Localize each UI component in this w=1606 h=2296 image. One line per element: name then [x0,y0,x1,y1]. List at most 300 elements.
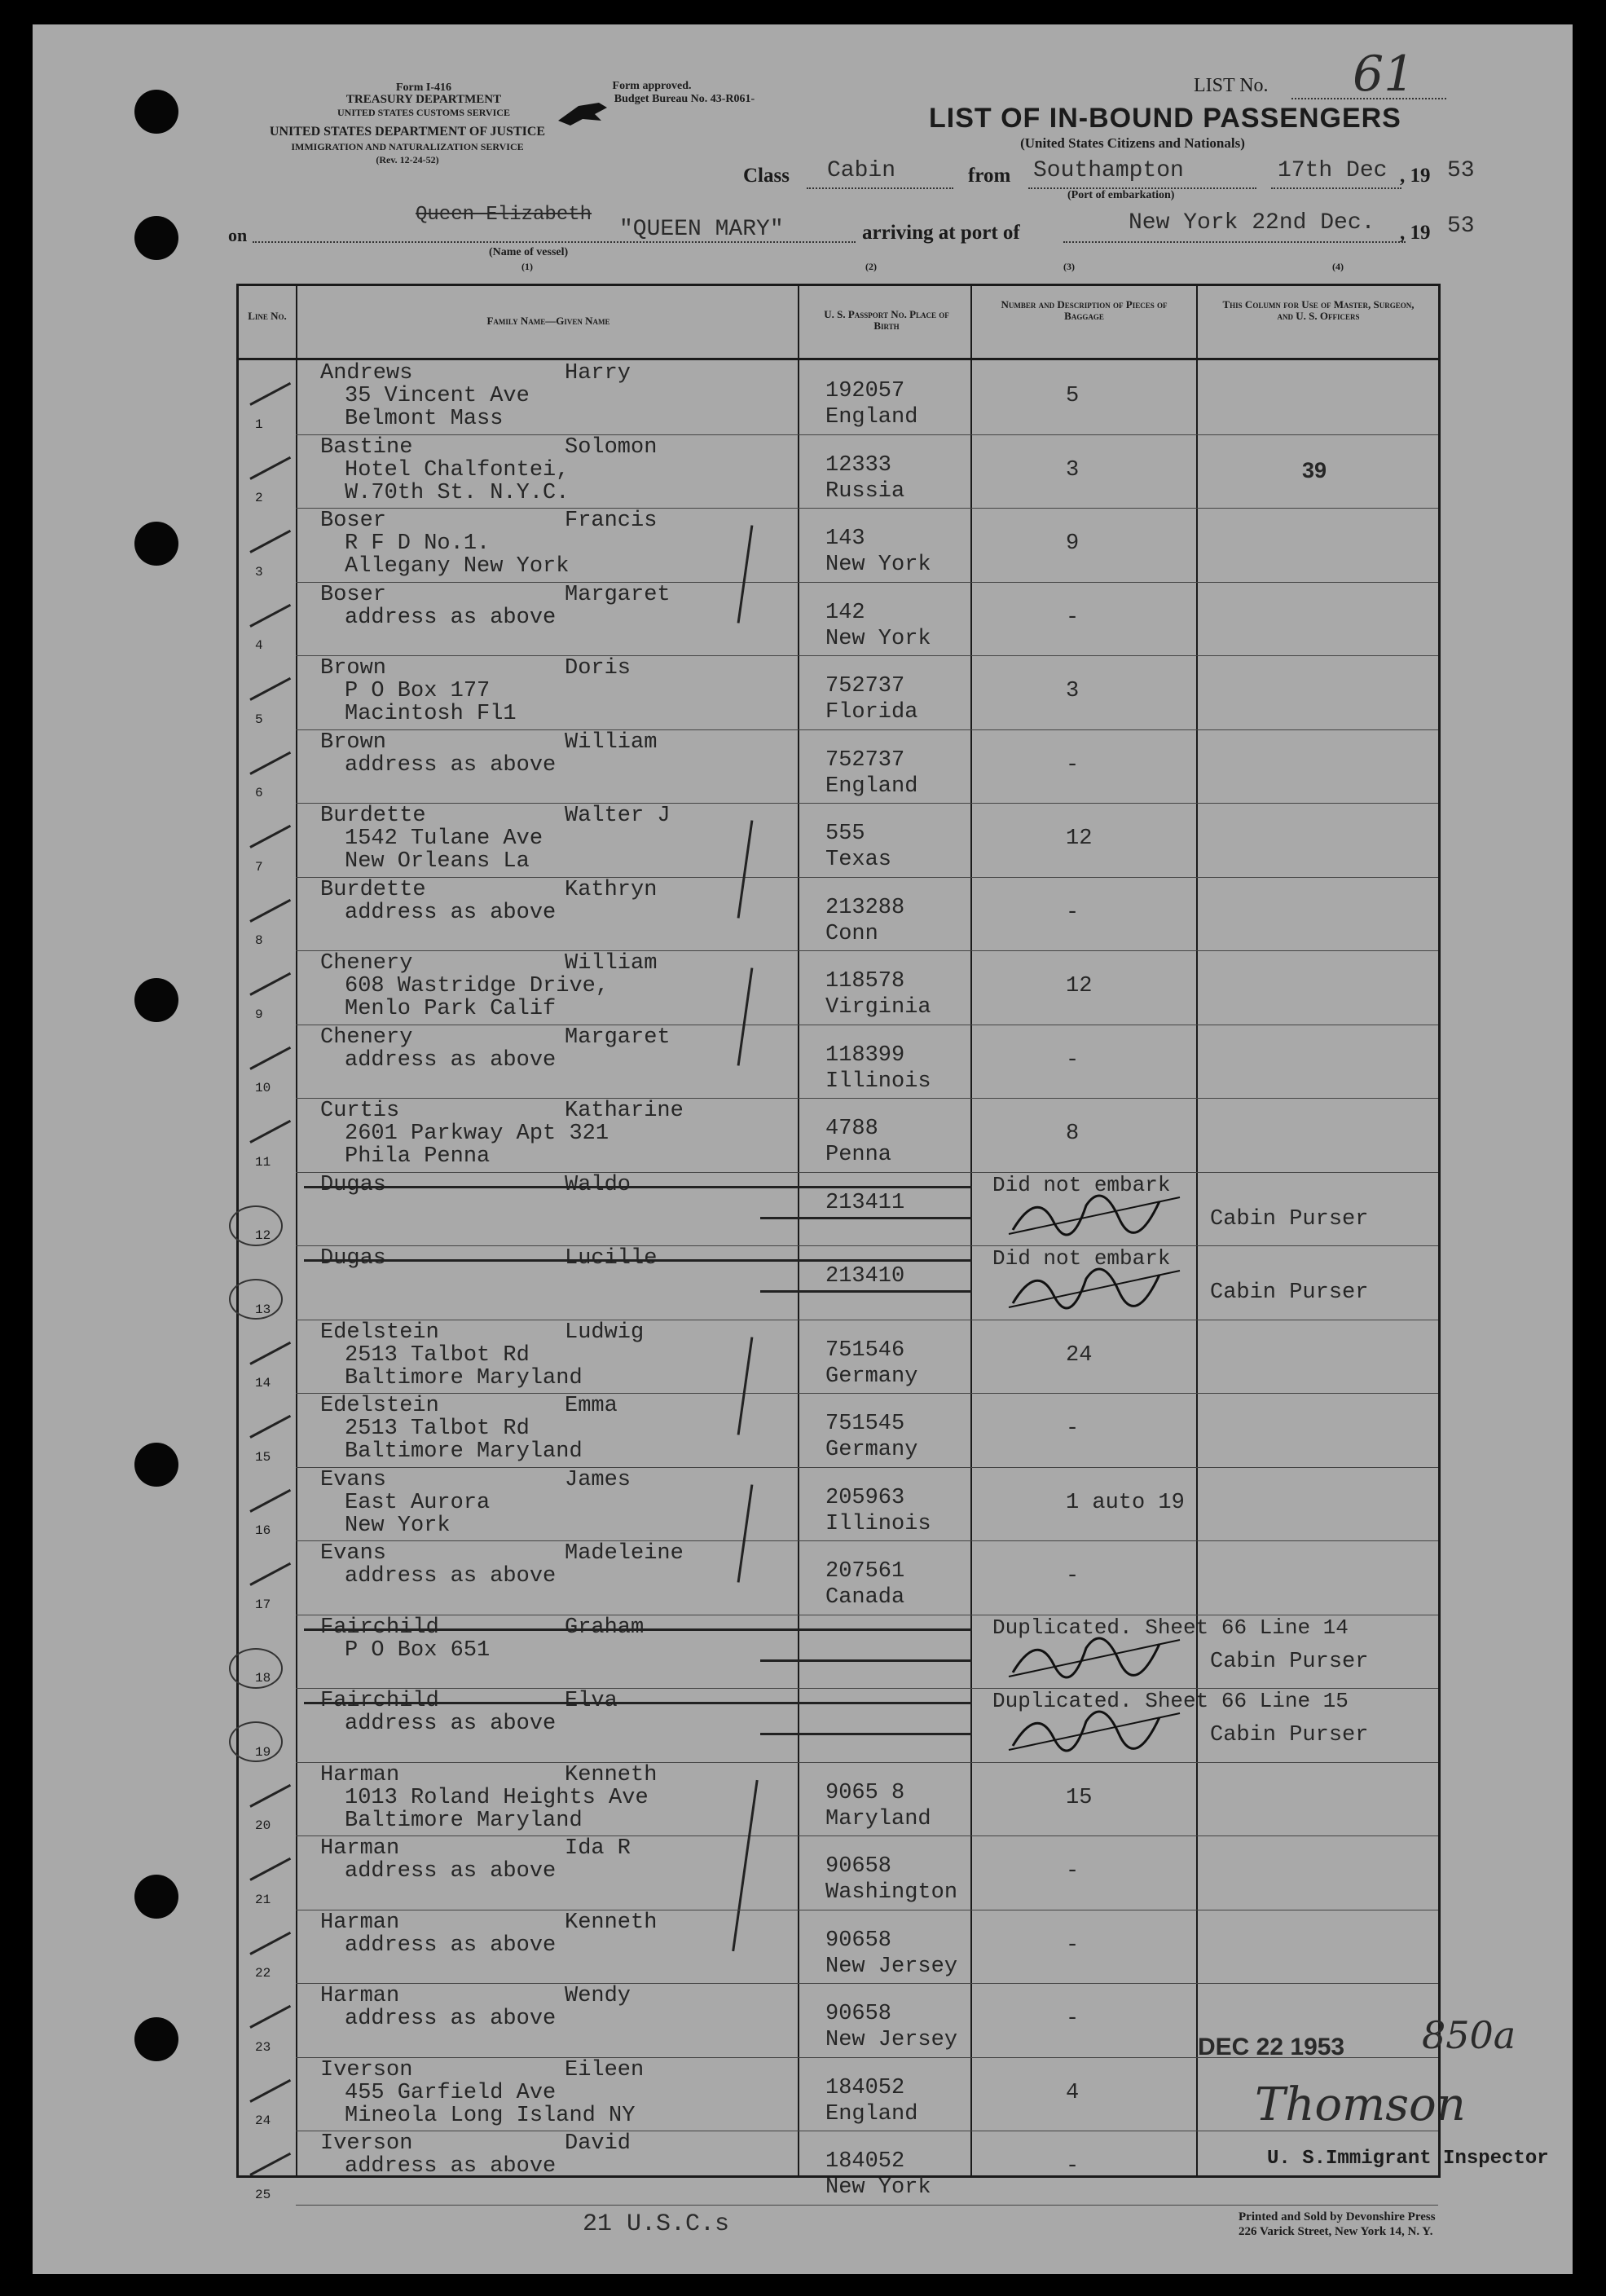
baggage: - [1066,1564,1080,1589]
purser-note: Cabin Purser [1210,1206,1369,1232]
row-divider [296,2205,1438,2206]
ink-blot [554,96,611,129]
line-circle [229,1648,283,1689]
purser-note: Cabin Purser [1210,1280,1369,1305]
check-mark [249,1931,291,1954]
given-name: William [565,729,658,755]
customs-service: UNITED STATES CUSTOMS SERVICE [337,107,510,118]
punch-hole [134,90,178,134]
given-name: Eileen [565,2057,645,2082]
address-line-1: address as above [345,1932,557,1958]
punch-hole [134,2017,178,2061]
baggage: 4 [1066,2080,1080,2105]
line-number: 13 [255,1302,271,1317]
place-of-birth: Germany [825,1438,918,1462]
check-mark [249,456,291,479]
on-label: on [228,225,248,245]
purser-note: Cabin Purser [1210,1649,1369,1674]
family-name: Boser [320,582,387,607]
given-name: Emma [565,1394,618,1418]
purser-note: Cabin Purser [1210,1723,1369,1747]
given-name: David [565,2131,631,2156]
col-head-baggage: Number and Description of Pieces of Baggage [1001,298,1168,322]
arriving-label: arriving at port of [862,222,1020,244]
passport-number: 184052 [825,2075,905,2100]
time-note: 850a [1422,2013,1516,2057]
passport-number: 192057 [825,379,905,403]
punch-hole [134,1443,178,1487]
address-line-2: Belmont Mass [345,407,504,431]
baggage: - [1066,1932,1080,1958]
family-name: Dugas [320,1246,387,1271]
address-line-1: 2601 Parkway Apt 321 [345,1122,609,1146]
place-of-birth: England [825,773,918,799]
given-name: Margaret [565,1025,671,1050]
address-line-1: address as above [345,1712,557,1736]
family-name: Chenery [320,951,413,976]
dept-treasury: TREASURY DEPARTMENT [345,93,502,106]
table-row [239,951,1438,1025]
passport-number: 4788 [825,1117,878,1141]
place-of-birth: New Jersey [825,1954,958,1979]
inspector-label: U. S.Immigrant Inspector [1267,2148,1549,2170]
given-name: Ludwig [565,1320,645,1345]
punch-hole [134,216,178,260]
check-mark [249,603,291,627]
purser-signature [1005,1246,1184,1320]
given-name: Madeleine [565,1541,684,1566]
punch-hole [134,522,178,566]
address-line-1: address as above [345,752,557,778]
purser-signature [1005,1689,1184,1762]
list-no-line [1291,98,1446,99]
table-row [239,1836,1438,1910]
table-row [239,1320,1438,1395]
line-number: 18 [255,1671,271,1686]
col-head-line-no: Line No. [248,310,287,322]
line-number: 8 [255,933,263,948]
form-revision: (Rev. 12-24-52) [376,154,439,165]
baggage: Duplicated. Sheet 66 Line 14 [992,1615,1349,1640]
place-of-birth: England [825,405,918,430]
passport-number: 118399 [825,1042,905,1068]
line-number: 6 [255,786,263,800]
vessel-struck: Queen Elizabeth [416,204,592,226]
vessel-caption: (Name of vessel) [489,246,569,258]
place-of-birth: Washington [825,1880,958,1905]
line-number: 21 [255,1892,271,1907]
list-no-label: LIST No. [1194,75,1269,96]
address-line-1: East Aurora [345,1490,491,1515]
family-name: Harman [320,1836,400,1861]
inspector-signature: Thomson [1255,2078,1466,2131]
line-number: 3 [255,564,263,580]
family-name: Fairchild [320,1689,439,1713]
address-line-2: Macintosh Fl1 [345,702,517,726]
given-name: Katharine [565,1099,684,1123]
baggage: 9 [1066,531,1080,556]
check-mark [249,972,291,996]
given-name: Solomon [565,434,658,460]
address-line-1: 1542 Tulane Ave [345,826,543,851]
given-name: Kenneth [565,1910,658,1935]
line-number: 15 [255,1449,271,1465]
baggage: 3 [1066,679,1080,703]
address-line-1: 608 Wastridge Drive, [345,974,609,998]
address-line-1: P O Box 651 [345,1637,491,1663]
check-mark [249,382,291,406]
table-row [239,878,1438,952]
line-number: 16 [255,1523,271,1538]
table-row [239,1763,1438,1837]
address-line-1: Hotel Chalfontei, [345,457,570,483]
line-number: 1 [255,416,263,432]
check-mark [249,1488,291,1512]
place-of-birth: Illinois [825,1511,931,1536]
line-number: 4 [255,638,263,653]
address-line-2: Phila Penna [345,1144,491,1169]
place-of-birth: New York [825,2175,931,2200]
check-mark [249,2153,291,2176]
check-mark [249,751,291,774]
baggage: - [1066,1417,1080,1441]
table-row [239,730,1438,804]
check-mark [249,530,291,553]
line-number: 9 [255,1007,263,1022]
baggage: 5 [1066,384,1080,408]
passport-number: 213411 [825,1190,905,1215]
from-date: 17th Dec [1278,158,1388,183]
arriving-value: New York 22nd Dec. [1129,210,1375,236]
address-line-2: W.70th St. N.Y.C. [345,480,570,505]
purser-signature [1005,1173,1184,1246]
vessel-line [253,241,856,243]
passport-number: 90658 [825,1854,892,1879]
table-row [239,1689,1438,1763]
baggage: 24 [1066,1342,1093,1368]
arrival-stamp: DEC 22 1953 [1198,2034,1345,2060]
from-value: Southampton [1033,158,1184,183]
table-row [239,583,1438,657]
from-label: from [968,165,1011,187]
baggage: - [1066,2007,1080,2031]
passport-number: 213410 [825,1264,905,1289]
passport-number: 184052 [825,2149,905,2174]
table-row [239,1246,1438,1320]
table-row [239,1394,1438,1468]
baggage: 8 [1066,1122,1080,1146]
table-row [239,1910,1438,1985]
baggage: Duplicated. Sheet 66 Line 15 [992,1689,1349,1713]
uscs-count: 21 U.S.C.s [583,2210,730,2238]
check-mark [249,677,291,701]
line-number: 22 [255,1966,271,1981]
line-number: 17 [255,1597,271,1612]
line-number: 2 [255,491,263,505]
dept-justice: UNITED STATES DEPARTMENT OF JUSTICE [269,125,546,139]
line-circle [229,1279,283,1320]
form-approved: Form approved. [612,80,692,92]
given-name: Kenneth [565,1762,658,1787]
table-row [239,656,1438,730]
family-name: Edelstein [320,1320,439,1345]
given-name: Walter J [565,804,671,828]
list-no-value: 61 [1353,46,1415,103]
baggage: 12 [1066,974,1093,998]
form-number: Form I-416 [395,82,452,94]
family-name: Boser [320,509,387,533]
place-of-birth: New Jersey [825,2028,958,2052]
place-of-birth: Penna [825,1143,892,1167]
line-number: 10 [255,1081,271,1095]
passport-number: 752737 [825,674,905,698]
passport-number: 752737 [825,747,905,773]
printer-line-1: Printed and Sold by Devonshire Press [1239,2210,1436,2223]
passport-number: 207561 [825,1559,905,1584]
place-of-birth: England [825,2101,918,2126]
place-of-birth: Virginia [825,995,931,1020]
punch-hole [134,978,178,1022]
address-line-2: Mineola Long Island NY [345,2103,636,2128]
family-name: Fairchild [320,1615,439,1640]
address-line-1: 2513 Talbot Rd [345,1342,530,1368]
check-mark [249,1341,291,1364]
table-row [239,1541,1438,1615]
line-circle [229,1205,283,1246]
table-row [239,1468,1438,1542]
list-subtitle: (United States Citizens and Nationals) [1020,135,1245,151]
address-line-1: P O Box 177 [345,679,491,703]
table-row [239,1099,1438,1173]
family-name: Burdette [320,877,426,902]
check-mark [249,1120,291,1144]
date-line [1271,187,1401,189]
place-of-birth: Florida [825,700,918,725]
given-name: Kathryn [565,877,658,902]
address-line-1: 455 Garfield Ave [345,2080,557,2105]
passport-number: 9065 8 [825,1780,905,1805]
passport-number: 12333 [825,452,892,478]
address-line-2: New York [345,1513,451,1538]
strike-line [304,1259,972,1262]
given-name: Lucille [565,1246,658,1271]
punch-hole [134,1875,178,1919]
family-name: Harman [320,1984,400,2008]
passport-number: 118578 [825,969,905,994]
col-head-name: Family Name—Given Name [486,315,610,327]
check-mark [249,2005,291,2029]
year-1: 53 [1447,158,1475,183]
ins-service: IMMIGRATION AND NATURALIZATION SERVICE [291,141,524,152]
check-mark [249,1562,291,1586]
baggage: - [1066,1047,1080,1073]
baggage: - [1066,1859,1080,1884]
place-of-birth: Illinois [825,1069,931,1094]
line-number: 14 [255,1376,271,1390]
year-prefix-2: , 19 [1400,222,1431,244]
family-name: Brown [320,729,387,755]
family-name: Iverson [320,2057,413,2082]
strike-line [760,1217,972,1219]
given-name: Doris [565,656,631,681]
passport-number: 555 [825,822,865,846]
given-name: William [565,951,658,976]
line-number: 12 [255,1228,271,1243]
table-row [239,1173,1438,1247]
address-line-2: Baltimore Maryland [345,1808,583,1833]
family-name: Harman [320,1910,400,1935]
check-mark [249,825,291,848]
year-prefix-1: , 19 [1400,165,1431,187]
list-title: LIST OF IN-BOUND PASSENGERS [929,103,1401,134]
table-row [239,2131,1438,2206]
arriving-line [1063,241,1406,243]
line-number: 25 [255,2187,271,2202]
passport-number: 751546 [825,1337,905,1363]
address-line-2: Menlo Park Calif [345,997,557,1021]
header-rule [239,358,1438,360]
family-name: Evans [320,1541,387,1566]
address-line-1: address as above [345,605,557,630]
passenger-table [236,284,1441,2202]
address-line-2: Baltimore Maryland [345,1365,583,1390]
col-num-4: (4) [1332,261,1344,272]
place-of-birth: New York [825,553,931,577]
class-label: Class [743,165,790,187]
officer-note: 39 [1302,457,1327,483]
given-name: James [565,1467,631,1492]
address-line-1: address as above [345,2007,557,2031]
address-line-2: Allegany New York [345,554,570,579]
passport-number: 142 [825,600,865,625]
given-name: Elva [565,1689,618,1713]
place-of-birth: Canada [825,1585,905,1610]
strike-line [760,1290,972,1293]
baggage: - [1066,752,1080,778]
strike-line [304,1628,972,1631]
table-row [239,1025,1438,1100]
strike-line [760,1659,972,1662]
budget-bureau: Budget Bureau No. 43-R061- [614,93,755,105]
family-name: Brown [320,656,387,681]
place-of-birth: New York [825,626,931,651]
line-number: 24 [255,2113,271,2128]
strike-line [760,1733,972,1735]
class-value: Cabin [827,158,896,183]
table-row [239,435,1438,509]
passport-number: 213288 [825,895,905,920]
given-name: Graham [565,1615,645,1640]
place-of-birth: Texas [825,848,892,872]
table-row [239,1615,1438,1690]
line-number: 5 [255,712,263,727]
address-line-1: address as above [345,1047,557,1073]
family-name: Bastine [320,434,413,460]
check-mark [249,898,291,922]
strike-line [304,1702,972,1704]
port-caption: (Port of embarkation) [1067,189,1175,201]
baggage: Did not embark [992,1246,1171,1271]
address-line-1: address as above [345,1859,557,1884]
check-mark [249,1415,291,1439]
family-name: Andrews [320,361,413,386]
line-number: 11 [255,1154,271,1170]
family-name: Chenery [320,1025,413,1050]
line-circle [229,1721,283,1762]
address-line-1: 35 Vincent Ave [345,384,530,408]
given-name: Francis [565,509,658,533]
class-line [807,187,953,189]
place-of-birth: Germany [825,1364,918,1389]
line-number: 19 [255,1744,271,1760]
vessel-value: "QUEEN MARY" [619,217,784,242]
family-name: Curtis [320,1099,400,1123]
table-row [239,804,1438,878]
place-of-birth: Conn [825,921,878,946]
address-line-2: New Orleans La [345,849,530,874]
col-head-passport: U. S. Passport No. Place of Birth [824,308,949,332]
strike-line [304,1186,972,1188]
check-mark [249,2078,291,2102]
passport-number: 90658 [825,2002,892,2026]
baggage: 15 [1066,1785,1093,1810]
baggage: 12 [1066,826,1093,851]
check-mark [249,1858,291,1881]
given-name: Waldo [565,1172,631,1197]
year-2: 53 [1447,214,1475,239]
line-number: 23 [255,2039,271,2055]
baggage: - [1066,900,1080,925]
baggage: 1 auto 19 [1066,1490,1185,1515]
family-name: Evans [320,1467,387,1492]
table-row [239,509,1438,583]
baggage: - [1066,605,1080,630]
col-num-3: (3) [1063,261,1075,272]
col-num-2: (2) [865,261,877,272]
baggage: 3 [1066,457,1080,483]
line-number: 20 [255,1818,271,1833]
family-name: Iverson [320,2131,413,2156]
address-line-1: R F D No.1. [345,531,491,556]
check-mark [249,1783,291,1807]
baggage: - [1066,2154,1080,2179]
address-line-1: address as above [345,1564,557,1589]
place-of-birth: Maryland [825,1806,931,1831]
address-line-1: address as above [345,2154,557,2179]
place-of-birth: Russia [825,478,905,504]
given-name: Harry [565,361,631,386]
printer-line-2: 226 Varick Street, New York 14, N. Y. [1239,2225,1433,2238]
family-name: Edelstein [320,1394,439,1418]
purser-signature [1005,1615,1184,1689]
passport-number: 90658 [825,1928,892,1953]
baggage: Did not embark [992,1172,1171,1197]
family-name: Dugas [320,1172,387,1197]
family-name: Burdette [320,804,426,828]
passport-number: 205963 [825,1485,905,1510]
check-mark [249,1046,291,1069]
given-name: Margaret [565,582,671,607]
passport-number: 751545 [825,1412,905,1436]
address-line-2: Baltimore Maryland [345,1439,583,1464]
table-row [239,361,1438,435]
given-name: Wendy [565,1984,631,2008]
col-head-officers: This Column for Use of Master, Surgeon, and U. S. Officers [1222,298,1415,322]
address-line-1: 2513 Talbot Rd [345,1417,530,1441]
address-line-1: address as above [345,900,557,925]
given-name: Ida R [565,1836,631,1861]
line-number: 7 [255,859,263,875]
